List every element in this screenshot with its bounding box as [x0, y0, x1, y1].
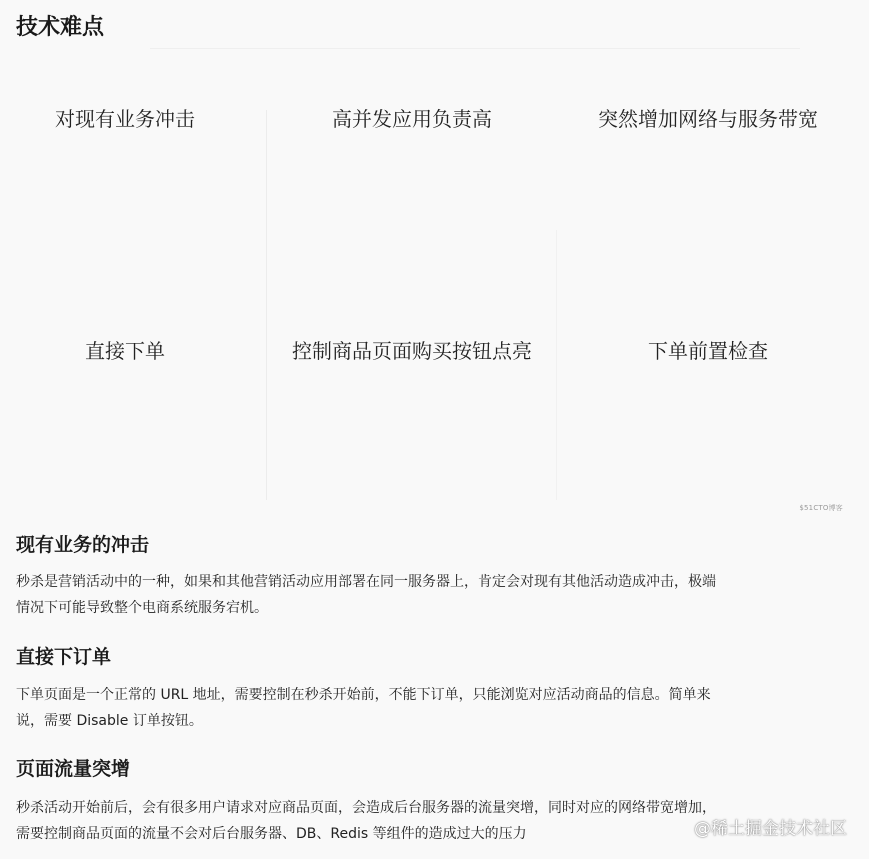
- paragraph-line: 情况下可能导致整个电商系统服务宕机。: [16, 600, 268, 616]
- paragraph-line: 下单页面是一个正常的 URL 地址，需要控制在秒杀开始前，不能下订单，只能浏览对应活动商品的信息。简单来: [16, 687, 711, 703]
- corner-watermark: @稀土掘金技术社区: [694, 819, 847, 839]
- page-title: 技术难点: [16, 15, 105, 40]
- grid-cell-business-impact: 对现有业务冲击: [55, 107, 195, 131]
- grid-cell-precheck: 下单前置检查: [648, 339, 768, 363]
- paragraph-line: 秒杀是营销活动中的一种，如果和其他营销活动应用部署在同一服务器上，肯定会对现有其他活动造成冲击，极端: [16, 574, 716, 590]
- paragraph-line: 需要控制商品页面的流量不会对后台服务器、DB、Redis 等组件的造成过大的压力: [16, 826, 527, 842]
- difficulty-grid: [0, 60, 869, 505]
- paragraph-line: 秒杀活动开始前后，会有很多用户请求对应商品页面，会造成后台服务器的流量突增，同时对应的网络带宽增加，: [16, 800, 716, 816]
- grid-cell-bandwidth: 突然增加网络与服务带宽: [598, 107, 818, 131]
- section-direct-order: [16, 643, 846, 734]
- title-underline: [150, 48, 800, 49]
- grid-cell-direct-order: 直接下单: [85, 339, 165, 363]
- section-heading: 页面流量突增: [16, 758, 131, 780]
- section-heading: 直接下订单: [16, 646, 112, 668]
- paragraph-line: 说，需要 Disable 订单按钮。: [16, 713, 203, 729]
- image-watermark: $51CTO博客: [799, 504, 843, 512]
- grid-cell-high-concurrency: 高并发应用负责高: [332, 107, 492, 131]
- section-heading: 现有业务的冲击: [16, 534, 150, 556]
- section-paragraph: [16, 682, 846, 734]
- section-paragraph: [16, 569, 846, 621]
- section-business-impact: [16, 531, 846, 621]
- grid-cell-buy-button: 控制商品页面购买按钮点亮: [292, 339, 532, 363]
- grid-divider-right: [556, 230, 557, 500]
- grid-divider-left: [266, 110, 267, 500]
